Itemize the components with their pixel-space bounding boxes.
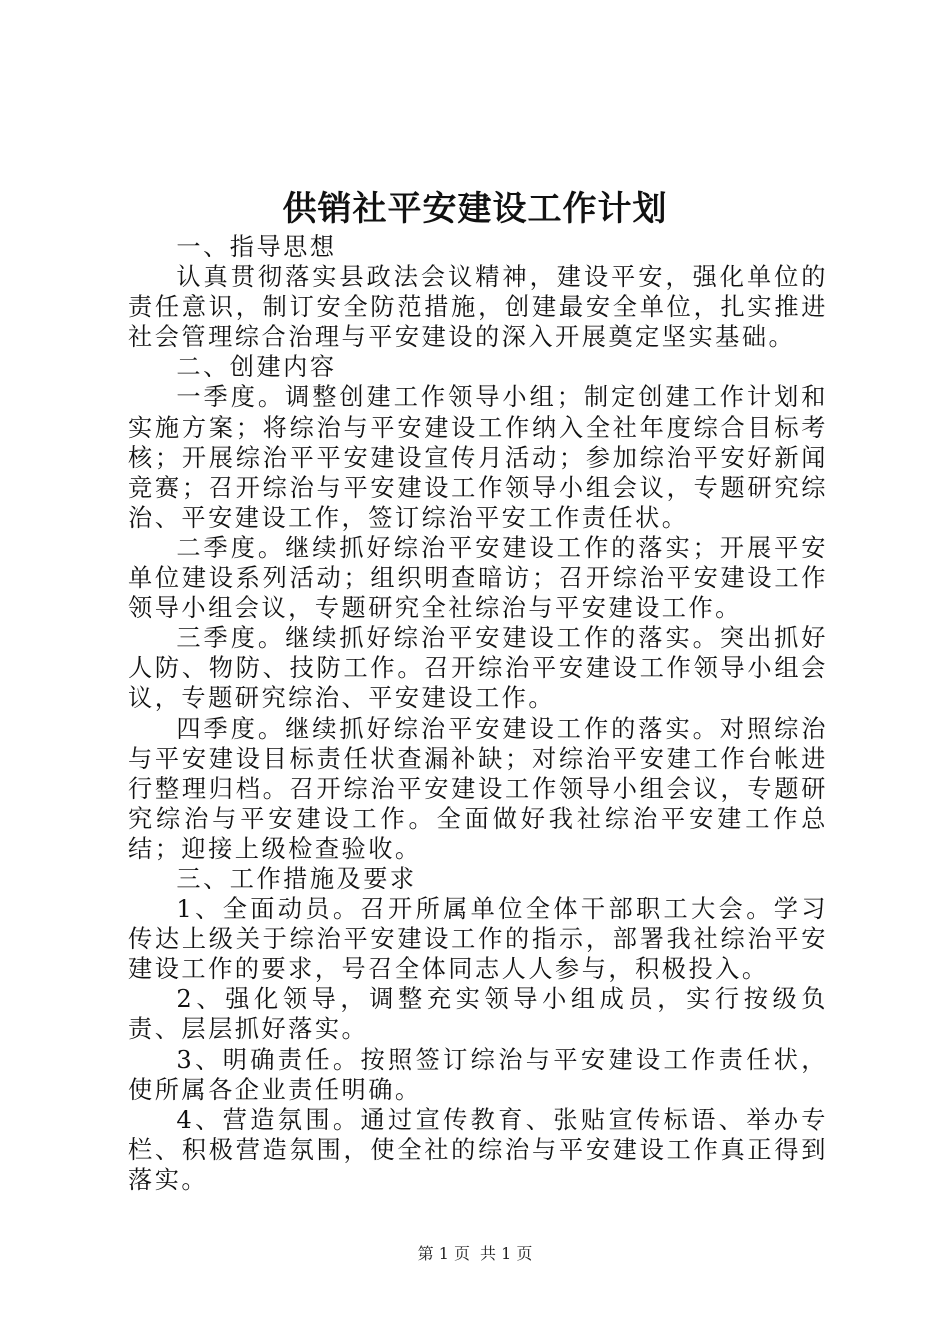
document-body (128, 232, 828, 1195)
paragraph: 1、全面动员。召开所属单位全体干部职工大会。学习传达上级关于综治平安建设工作的指示，部署我社综治平安建设工作的要求，号召全体同志人人参与，积极投入。 (128, 895, 828, 984)
paragraph: 认真贯彻落实县政法会议精神，建设平安，强化单位的责任意识，制订安全防范措施，创建最安全单位，扎实推进社会管理综合治理与平安建设的深入开展奠定坚实基础。 (128, 263, 828, 352)
section-heading-guiding-ideology: 一、指导思想 (176, 233, 337, 261)
paragraph: 四季度。继续抓好综治平安建设工作的落实。对照综治与平安建设目标责任状查漏补缺；对综治平安建工作台帐进行整理归档。召开综治平安建设工作领导小组会议，专题研究综治与平安建设工作。全面做好我社综治平安建工作总结；迎接上级检查验收。 (128, 714, 828, 863)
page-footer (0, 1242, 950, 1266)
paragraph: 3、明确责任。按照签订综治与平安建设工作责任状，使所属各企业责任明确。 (128, 1045, 828, 1104)
section-heading-measures: 三、工作措施及要求 (176, 864, 417, 893)
paragraph: 4、营造氛围。通过宣传教育、张贴宣传标语、举办专栏、积极营造氛围，使全社的综治与平安建设工作真正得到落实。 (128, 1105, 828, 1194)
paragraph: 三季度。继续抓好综治平安建设工作的落实。突出抓好人防、物防、技防工作。召开综治平安建设工作领导小组会议，专题研究综治、平安建设工作。 (128, 624, 828, 713)
section-heading-content: 二、创建内容 (176, 353, 337, 382)
page-number: 第 1 页 (417, 1244, 470, 1263)
paragraph: 二季度。继续抓好综治平安建设工作的落实；开展平安单位建设系列活动；组织明查暗访；召开综治平安建设工作领导小组会议，专题研究全社综治与平安建设工作。 (128, 533, 828, 623)
paragraph: 2、强化领导，调整充实领导小组成员，实行按级负责、层层抓好落实。 (128, 985, 828, 1044)
page-total: 共 1 页 (480, 1244, 533, 1263)
paragraph: 一季度。调整创建工作领导小组；制定创建工作计划和实施方案；将综治与平安建设工作纳入全社年度综合目标考核；开展综治平平安建设宣传月活动；参加综治平安好新闻竞赛；召开综治与平安建设工作领导小组会议，专题研究综治、平安建设工作，签订综治平安工作责任状。 (128, 383, 828, 532)
page-title: 供销社平安建设工作计划 (282, 189, 668, 229)
